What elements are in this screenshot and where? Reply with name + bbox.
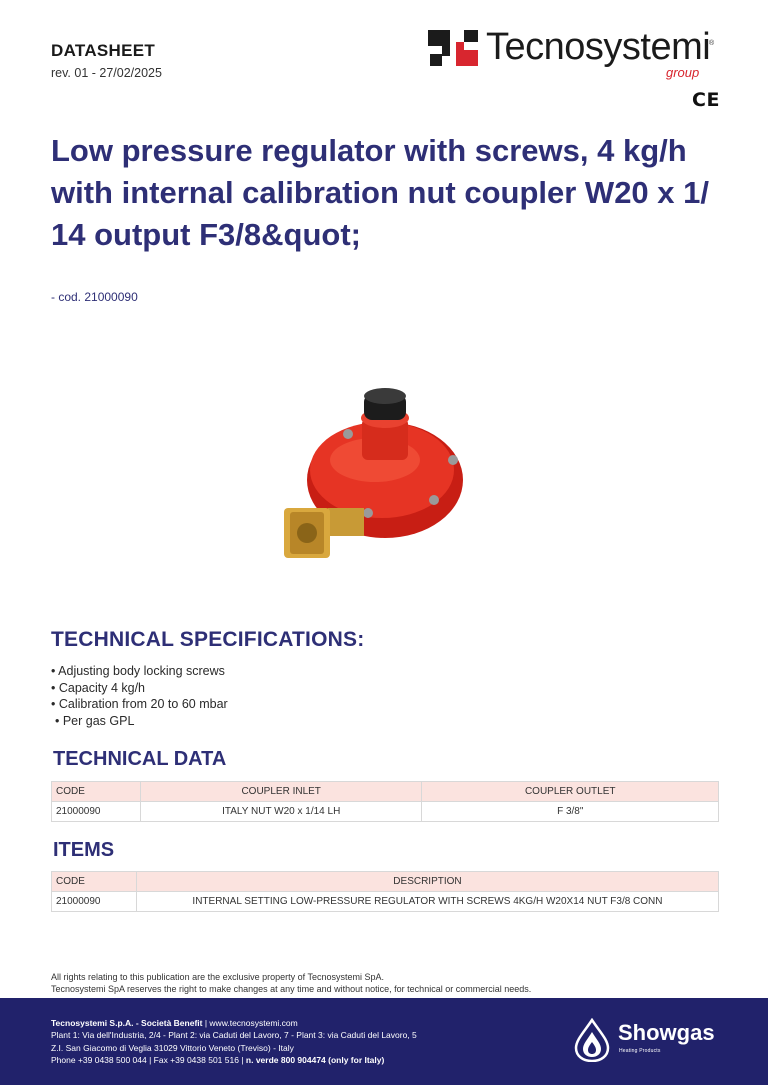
table-header-row <box>52 872 719 892</box>
brand-name: Tecnosystemi <box>486 26 711 68</box>
spec-item: • Capacity 4 kg/h <box>51 680 146 695</box>
items-table <box>51 871 719 912</box>
table-cell: F 3/8" <box>422 802 719 822</box>
column-header: CODE <box>52 782 141 802</box>
footer-company-line <box>51 1017 417 1029</box>
footer <box>0 998 768 1085</box>
rights-notice <box>51 971 531 995</box>
specifications-list <box>51 663 228 729</box>
technical-data-heading: TECHNICAL DATA <box>53 748 227 770</box>
brand-group: group <box>666 65 700 80</box>
footer-plants: Plant 1: Via dell'Industria, 2/4 - Plant 2: via Caduti del Lavoro, 7 - Plant 3: via Caduti del Lavoro, 5 <box>51 1030 417 1041</box>
registered-mark: ® <box>709 40 715 47</box>
table-row <box>52 892 719 912</box>
table-cell: ITALY NUT W20 x 1/14 LH <box>140 802 422 822</box>
table-cell: 21000090 <box>52 802 141 822</box>
column-header: COUPLER INLET <box>140 782 422 802</box>
showgas-logo <box>572 1018 732 1062</box>
rights-line: Tecnosystemi SpA reserves the right to make changes at any time and without notice, for technical or commercial needs. <box>51 984 532 994</box>
technical-data-table <box>51 781 719 822</box>
ce-mark: CE <box>692 89 720 111</box>
phone-fax: Phone +39 0438 500 044 | Fax +39 0438 501 516 | <box>51 1055 244 1066</box>
revision-date: rev. 01 - 27/02/2025 <box>51 66 162 80</box>
brand-logo <box>428 26 728 82</box>
table-cell: INTERNAL SETTING LOW-PRESSURE REGULATOR WITH SCREWS 4KG/H W20X14 NUT F3/8 CONN <box>136 892 718 912</box>
specifications-heading: TECHNICAL SPECIFICATIONS: <box>51 628 365 651</box>
spec-item: • Per gas GPL <box>55 713 135 728</box>
table-cell: 21000090 <box>52 892 137 912</box>
footer-contact <box>51 1017 417 1067</box>
table-header-row <box>52 782 719 802</box>
flame-drop-icon <box>572 1018 612 1062</box>
product-code: - cod. 21000090 <box>51 290 138 304</box>
table-row <box>52 802 719 822</box>
showgas-subtitle: Heating Products <box>619 1048 661 1054</box>
gas-regulator-photo <box>270 380 480 570</box>
column-header: CODE <box>52 872 137 892</box>
document-type: DATASHEET <box>51 41 156 60</box>
website-link[interactable]: | www.tecnosystemi.com <box>204 1018 298 1028</box>
column-header: DESCRIPTION <box>136 872 718 892</box>
column-header: COUPLER OUTLET <box>422 782 719 802</box>
footer-phone-line <box>51 1054 417 1066</box>
spec-item: • Calibration from 20 to 60 mbar <box>51 697 228 711</box>
footer-address: Z.I. San Giacomo di Veglia 31029 Vittorio Veneto (Treviso) - Italy <box>51 1042 294 1053</box>
spec-item: • Adjusting body locking screws <box>51 664 225 678</box>
product-title: Low pressure regulator with screws, 4 kg/h with internal calibration nut coupler W20 x 1/ 14 output F3/8&quot; <box>51 133 709 252</box>
rights-line: All rights relating to this publication are the exclusive property of Tecnosystemi SpA. <box>51 972 384 982</box>
items-heading: ITEMS <box>53 839 115 861</box>
toll-free-number: n. verde 800 904474 (only for Italy) <box>245 1055 385 1066</box>
tecnosystemi-logo-icon <box>428 28 480 70</box>
showgas-name: Showgas <box>618 1020 715 1045</box>
company-name: Tecnosystemi S.p.A. - Società Benefit <box>51 1018 203 1028</box>
